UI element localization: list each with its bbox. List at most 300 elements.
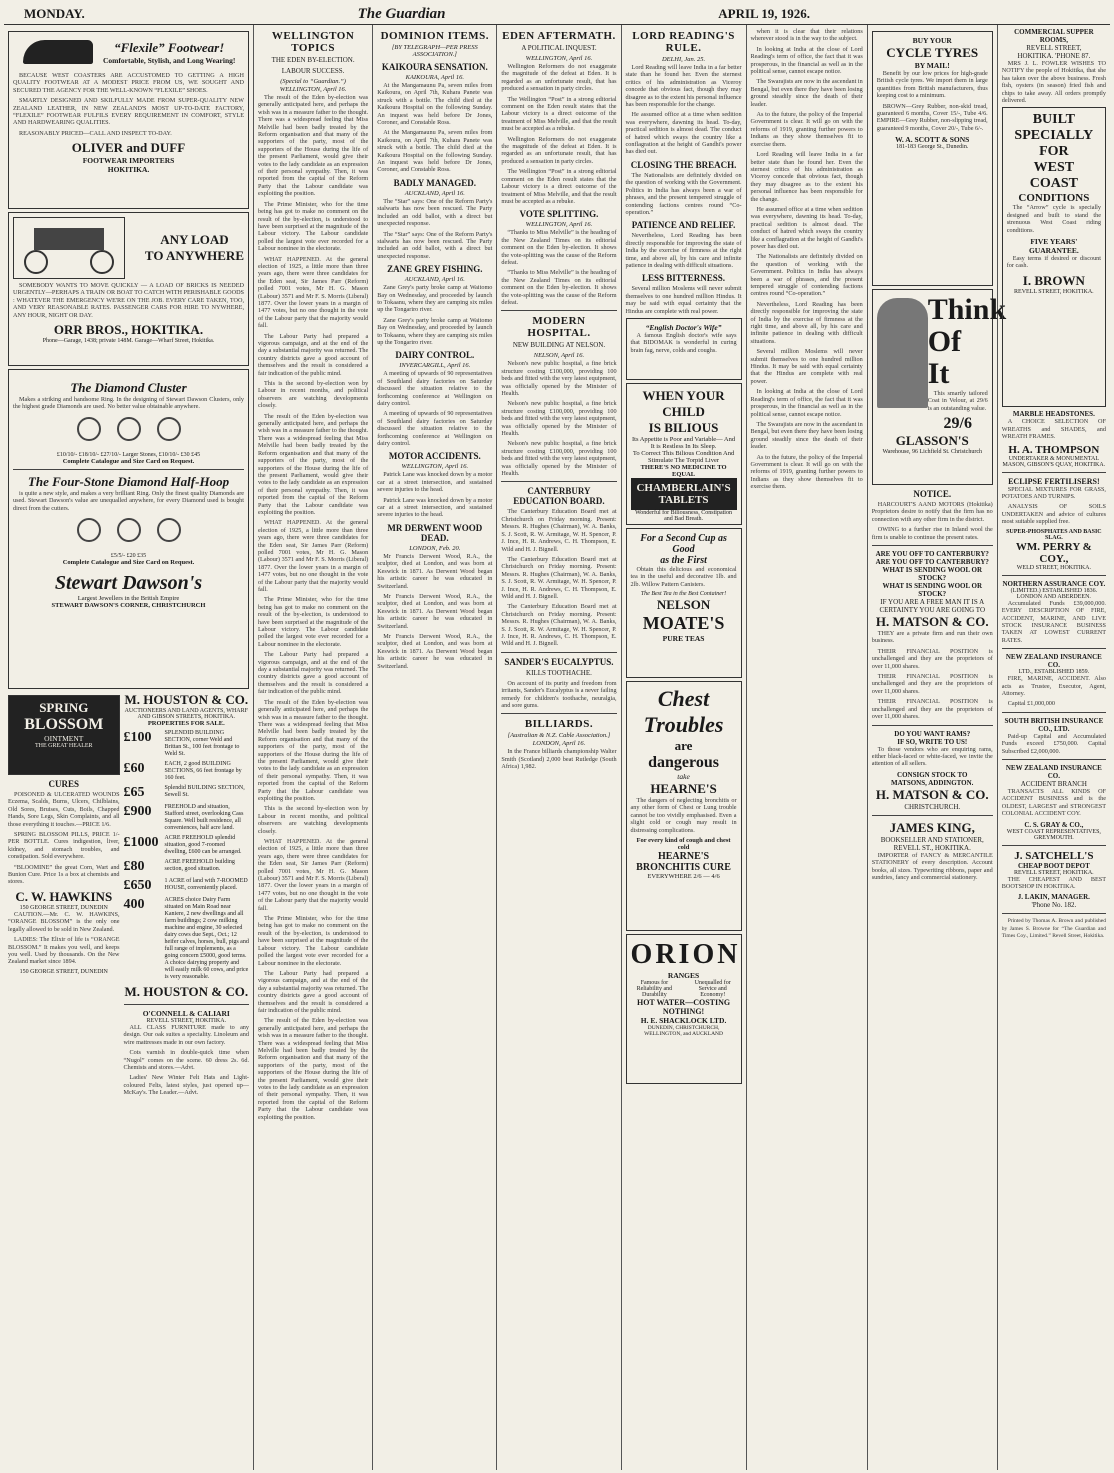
wellington-body3: WHAT HAPPENED. At the general election of 1925, a little more than three years ago, there were three candidates for the Eden seat, Sir James Parr (Reform) polled 7001 votes, Mr H. G. Mason (Labour) 3571 and Mr F. S. Morris (Liberal) 1877. Over the lower years in a margin of 1477 votes, but no one thought in the vote of the Labour party that the majority would fall.	[258, 519, 369, 593]
flexile-sub: Comfortable, Stylish, and Long Wearing!	[103, 55, 236, 65]
eden-body2: “Thanks to Miss Melville” is the heading of the New Zealand Times on its editorial comment on the Eden by-election. It shows the vote-splitting was the cause of the Reform defeat.	[501, 229, 617, 266]
ad-chamberlain	[626, 383, 742, 525]
ad-stewart-dawson	[8, 369, 249, 689]
wellington-body5: This is the second by-election won by Labour in recent months, and political observers are watching developments closely.	[258, 805, 369, 835]
cycle-body: Benefit by our low prices for high-grade British cycle tyres. We import them in large quantities from British manufacturers, thus keeping cost to a minimum.	[876, 70, 988, 100]
spring-pills: SPRING BLOSSOM PILLS, PRICE 1/- PER BOTTLE. Cures indigestion, liver, kidney, and stomach troubles, and constipation. Sold everywhere.	[8, 831, 120, 861]
eden-body1: Wellington Reformers do not exaggerate the magnitude of the defeat at Eden. It is regarded as an unfortunate result, that has produced a sensation in party circles.	[501, 63, 617, 93]
ladies-winter: Ladies' New Winter Felt Hats and Light-coloured Felts, latest styles, just opened up—McKay's. The Leader.—Advt.	[123, 1074, 249, 1097]
reading-sub1: CLOSING THE BREACH.	[630, 159, 737, 170]
wellington-body3: WHAT HAPPENED. At the general election of 1925, a little more than three years ago, there were three candidates for the Eden seat, Sir James Parr (Reform) polled 7001 votes, Mr H. G. Mason (Labour) 3571 and Mr F. S. Morris (Liberal) 1877. Over the lower years in a margin of 1477 votes, but no one thought in the vote of the Labour party that the majority would fall.	[258, 255, 369, 330]
oconnell-body: ALL CLASS FURNITURE made to any design. Our oak suites a speciality. Linoleum and wire mattresses made in our own factory.	[123, 1024, 249, 1046]
pure-teas: PURE TEAS	[662, 634, 705, 644]
they-body3: THEIR FINANCIAL POSITION is unchallenged and they are the proprietors of over 11,000 shares.	[871, 698, 993, 721]
education-title: CANTERBURY EDUCATION BOARD.	[513, 486, 605, 507]
col6-body-top: when it is clear that their relations wherever stood is in the way to the subject.	[750, 28, 863, 43]
sanders-title: SANDER'S EUCALYPTUS.	[504, 656, 614, 667]
doctor-body: A famous English doctor's wife says that BIDOMAK is wonderful in curing brain fag, nerve, colds and coughs.	[630, 331, 737, 354]
caution: CAUTION.—Mr. C. W. HAWKINS, “ORANGE BLOSSOM” is the only one legally allowed to be sold in New Zealand.	[8, 910, 120, 933]
col6-body7: The Nationalists are definitely divided on the question of working with the Government. Politics in India has always been a war of phrases, and the present tempered struggle of contending factions centres round “Co-operation.”	[750, 253, 863, 298]
shacklock-addr: DUNEDIN, CHRISTCHURCH, WELLINGTON, and AUCKLAND	[644, 1024, 723, 1037]
bilious-2: IS BILIOUS	[648, 419, 719, 435]
northern-body: Accumulated Funds £39,000,000. EVERY DESCRIPTION OF FIRE, ACCIDENT, MARINE, AND LIVE STOCK INSURANCE BUSINESS TAKEN AT LOWEST CURRENT RATES.	[1001, 599, 1106, 644]
accident: ACCIDENT BRANCH	[1020, 779, 1087, 788]
dominion-body3b: Zane Grey's party broke camp at Waitomo Bay on Wednesday, and proceeded by launch to Tokaanu, where they are camping six miles up the Tongariro river.	[377, 316, 493, 346]
blossom: BLOSSOM	[24, 716, 104, 733]
orion-left: Famous for Reliability and Durability	[636, 979, 673, 998]
sb-body: Paid-up Capital and Accumulated Funds exceed £750,000. Capital Subscribed £2,000,000.	[1001, 732, 1106, 755]
canterbury-2: ARE YOU OFF TO CANTERBURY?	[875, 558, 989, 567]
eclipse: ECLIPSE FERTILISERS!	[1008, 476, 1100, 486]
four-prices: £5/5/- £20 £35	[110, 553, 147, 560]
column-advertisements-left	[4, 25, 254, 1470]
notice-body: HARCOURT'S AAND MOTORS (Hokitika) Proprietors desire to notify that the firm has no connection with any other firm in the district.	[871, 501, 993, 523]
dominion-body5: Patrick Lane was knocked down by a motor car at a street intersection, and sustained severe injuries to the head.	[377, 471, 493, 494]
to-anywhere: TO ANYWHERE	[144, 248, 244, 263]
col6-body3: The Swarajists are now in the ascendant in Bengal, but even there they have been losing ground steadily since the death of their leader.	[750, 78, 863, 108]
analysis: ANALYSIS OF SOILS UNDERTAKEN and advice of cultures most suitable supplied free.	[1001, 503, 1106, 526]
chest-1: Chest	[657, 685, 710, 711]
wellington-sub2: LABOUR SUCCESS.	[281, 67, 345, 75]
ring-icon	[117, 417, 141, 441]
col6-body11: The Swarajists are now in the ascendant in Bengal, but even there they have been losing ground steadily since the death of their leader.	[750, 420, 863, 451]
ad-hearnes	[626, 681, 742, 931]
south-british: SOUTH BRITISH INSURANCE CO., LTD.	[1004, 716, 1104, 733]
dominion-body4b: A meeting of upwards of 90 representatives of Southland dairy factories on Saturday discussed the situation relative to the forthcoming conference at Wellington on dairy control.	[377, 410, 493, 448]
canterbury-1: ARE YOU OFF TO CANTERBURY?	[875, 550, 989, 559]
column-reading-continued	[747, 25, 868, 1470]
brown-addr: REVELL STREET, HOKITIKA.	[1014, 288, 1094, 295]
matson-2-town: CHRISTCHURCH.	[904, 802, 961, 811]
bilious-3: Its Appetite is Poor and Variable— And It is Restless In Its Sleep.	[631, 435, 736, 450]
scott-addr: 181-183 George St., Dunedin.	[896, 144, 969, 151]
wellington-topics-title: WELLINGTON TOPICS	[271, 30, 355, 54]
column-eden-aftermath	[497, 25, 621, 1470]
billiards-body: In the France billiards championship Walter Smith (Scotland) 2,000 beat Rutledge (South Africa) 1,982.	[501, 748, 617, 771]
glassons: GLASSON'S	[895, 433, 969, 449]
reading-body3: The Nationalists are definitely divided on the question of working with the Government. Politics in India has always been a war of phrases, and the present tempered struggle of contending factions centres round “Co-operation.”	[625, 171, 742, 216]
orion-right: Unequalled for Service and Economy!	[694, 979, 731, 998]
lakin: J. LAKIN, MANAGER.	[1017, 893, 1090, 902]
oliver-sub: FOOTWEAR IMPORTERS	[82, 156, 175, 166]
shacklock: H. E. SHACKLOCK LTD.	[640, 1015, 727, 1025]
gray-sub: WEST COAST REPRESENTATIVES, GREYMOUTH.	[1006, 828, 1101, 841]
matson: H. MATSON & CO.	[875, 614, 989, 630]
billiards-title: BILLIARDS.	[524, 718, 594, 731]
arrow-body: The “Arrow” cycle is specially designed and built to stand the strenuous West Coast riding conditions.	[1006, 204, 1101, 234]
dominion-body1: At the Mangamaunu Pa, seven miles from Kaikoura, on April 7th, Kuhara Panete was struck with a bottle. The child died at the Kaikoura Hospital on the following Sunday. An inquest was held before Dr Jones, Coroner, and Constable Ross.	[377, 82, 493, 127]
scott: W. A. SCOTT & SONS	[895, 135, 970, 145]
eden-sub1: A POLITICAL INQUEST.	[521, 44, 597, 52]
ad-orion-ranges	[626, 934, 742, 1084]
wool-1: WHAT IS SENDING WOOL OR STOCK?	[882, 566, 983, 583]
printed-by: Printed by Thomas A. Brown and published by James S. Browne for “The Guardian and Times Coy., Limited.” Revell Street, Hokitika.	[1001, 918, 1106, 940]
hospital-dateline: NELSON, April 16.	[533, 352, 585, 360]
second-cup-2: as the First	[660, 554, 707, 566]
wellington-body2: The Prime Minister, who for the time being has got to make no comment on the result of the by-election, is understood to have been surprised at the magnitude of the Labour victory. The Labour candidate polled the largest vote ever recorded for a Labour nominee in the electorate.	[258, 596, 369, 648]
ointment: OINTMENT	[44, 734, 84, 743]
accident-body: TRANSACTS ALL KINDS OF ACCIDENT BUSINESS and is the OLDEST, LARGEST and STRONGEST COLONIAL ACCIDENT COY.	[1001, 787, 1106, 818]
ad-orr-bros	[8, 212, 249, 366]
diamond-cluster-title: The Diamond Cluster	[70, 380, 187, 395]
car-icon	[13, 217, 125, 279]
col6-body10: In looking at India at the close of Lord Reading's term of office, the fact that it was prosperous, in the financial as well as in the political sense, cannot escape notice.	[750, 388, 863, 418]
chest-2: Troubles	[643, 711, 724, 737]
northern-city: LONDON AND ABERDEEN.	[1016, 593, 1091, 600]
col6-body9: Several million Moslems will never submit themselves to one hundred million Hindus. It may be said with equal certainty that the Hindus are complete with real power.	[750, 348, 863, 385]
cures-heading: CURES	[48, 779, 80, 789]
ad-spring-blossom	[8, 692, 120, 1100]
dominion-sub1: KAIKOURA SENSATION.	[381, 62, 488, 72]
phone: 'Phone No. 182.	[1031, 901, 1077, 910]
chamberlain-sub: Wonderful for Biliousness, Constipation and Bad Breath.	[635, 509, 732, 522]
nz-insurance: NEW ZEALAND INSURANCE CO.	[1005, 653, 1102, 670]
reading-body1: Lord Reading will leave India in a far better state than he found her. Even the sternest critics of his administration as Viceroy concede that obvious fact, though they may disagree as to the extent his personal influence has been responsible for the change.	[625, 64, 742, 109]
dominion-items-title: DOMINION ITEMS.	[380, 30, 489, 42]
tyres-list: BROWN—Grey Rubber, non-skid tread, guaranteed 6 months, Cover 15/-, Tube 4/6. EMPIRE—Grey Rubber, non-slipping tread, guaranteed 9 months, Cover 20/-, Tube 6/-.	[876, 102, 988, 132]
education-body2: The Canterbury Education Board met at Christchurch on Friday morning. Present: Messrs. R. Hughes (Chairman), W. A. Banks, S. J. Scott, R. W. Armitage, W. H. Spencer, P. J. Ince, H. R. Andrews, C. H. Thompson, E. Wild and H. J. Bignell.	[501, 555, 617, 600]
wellington-body2: The Prime Minister, who for the time being has got to make no comment on the result of the by-election, is understood to have been surprised at the magnitude of the Labour victory. The Labour candidate polled the largest vote ever recorded for a Labour nominee in the electorate.	[258, 915, 369, 967]
dominion-sub6: MR DERWENT WOOD DEAD.	[387, 522, 483, 543]
column-lord-reading	[622, 25, 747, 1470]
commercial-supper: COMMERCIAL SUPPER ROOMS,	[1014, 28, 1094, 44]
ad-houston	[124, 692, 249, 1100]
diamond-prices: £10/10/- £18/10/- £27/10/- Larger Stones, £10/10/- £30 £45	[56, 451, 201, 458]
rams-1: DO YOU WANT RAMS?	[894, 729, 971, 738]
dominion-dateline1: KAIKOURA, April 16.	[405, 74, 464, 81]
stewart-dawson: Stewart Dawson's	[54, 572, 203, 595]
wellington-body4: The Labour Party had prepared a vigorous campaign, and at the end of the day a substantial majority was returned. The country districts gave a good account of themselves and the result is considered a fair indication of the public mind.	[258, 969, 369, 1014]
property-lot: £65 Splendid BUILDING SECTION, Sewell St.	[123, 785, 245, 800]
king-body: IMPORTER of FANCY & MERCANTILE STATIONERY of every description. Account books, all sizes. Typewriting ribbons, paper and sundries, fancy and commercial stationery.	[871, 851, 993, 881]
eden-body2b: “Thanks to Miss Melville” is the heading of the New Zealand Times on its editorial comment on the Eden by-election. It shows the vote-splitting was the cause of the Reform defeat.	[501, 269, 617, 306]
reading-sub2: PATIENCE AND RELIEF.	[631, 220, 736, 231]
wellington-body4: The Labour Party had prepared a vigorous campaign, and at the end of the day a substantial majority was returned. The country districts gave a good account of themselves and the result is considered a fair indication of the public mind.	[258, 651, 369, 696]
houston-sub: AUCTIONEERS AND LAND AGENTS, WHARF AND GIBSON STREETS, HOKITIKA.	[124, 708, 248, 720]
spring: SPRING	[39, 700, 89, 715]
stewart-sub: Largest Jewellers in the British Empire	[77, 595, 180, 603]
masthead	[4, 4, 1110, 25]
satchell-body: THE CHEAPEST AND BEST BOOTSHOP IN HOKITIKA.	[1001, 875, 1106, 890]
property-lot: £900 FREEHOLD and situation, Stafford street, overlooking Cass Square. Well built residence, all conveniences, half acre land.	[123, 804, 244, 831]
built: BUILT	[1032, 112, 1075, 128]
dominion-body6c: Mr Francis Derwent Wood, R.A., the sculptor, died at London, and was born at Keswick in 1871. As Derwent Wood began his artistic career he was educated in Switzerland.	[377, 632, 493, 670]
dominion-press: [BY TELEGRAPH—PER PRESS ASSOCIATION.]	[391, 44, 478, 58]
they: THEY are a private firm and run their own business.	[871, 630, 993, 645]
marble-body: A CHOICE SELECTION OF WREATHS and SHADES, and WREATH FRAMES.	[1001, 418, 1106, 441]
dominion-dateline3: AUCKLAND, April 16.	[404, 276, 465, 284]
bronchitis-cure: HEARNE'S BRONCHITIS CURE	[636, 851, 731, 873]
orr-phone: Phone—Garage, 1438; private 148M. Garage—Wharf Street, Hokitika.	[42, 338, 215, 345]
think-price: 29/6	[943, 415, 972, 433]
tea-body: Obtain this delicious and economical tea in the useful and decorative 1lb. and 2lb. Willow Pattern Canisters.	[630, 565, 737, 588]
flexile-body: BECAUSE WEST COASTERS ARE ACCUSTOMED TO GETTING A HIGH QUALITY FOOTWEAR AT A MODEST PRICE FROM US, WE SOUGHT AND SECURED THE AGENCY FOR THE WELL-KNOWN “FLEXILE” SHOES.	[13, 72, 244, 94]
hearnes: HEARNE'S	[650, 780, 717, 796]
hospital-title: MODERN HOSPITAL.	[527, 315, 591, 340]
for: FOR	[1039, 144, 1069, 160]
eden-dateline2: WELLINGTON, April 16.	[525, 221, 593, 229]
dominion-body2: The “Star” says: One of the Reform Party's stalwarts has now been rescued. The Party included an odd ballot, with a direct but unexpected response.	[377, 197, 493, 228]
wellington-body: The result of the Eden by-election was generally anticipated here, and perhaps the wish was in a measure father to the thought. There was a widespread feeling that Miss Melville had been badly treated by the Reform organisation and that many of the supporters of the party, most of the supporters of the House during the life of the present Parliament, would give their votes to the lady candidate as an expression of their personal sympathy. Then, it was reported from the capital of the Reform Party that the Labour candidate was exploiting the position.	[258, 698, 369, 802]
chamberlain-logo: CHAMBERLAIN'S TABLETS	[631, 478, 737, 510]
dominion-body2b: The “Star” says: One of the Reform Party's stalwarts has now been rescued. The Party included an odd ballot, with a direct but unexpected response.	[377, 230, 493, 260]
reading-title: LORD READING'S RULE.	[632, 30, 735, 54]
dominion-body6: Mr Francis Derwent Wood, R.A., the sculptor, died at London, and was born at Keswick in 1871. As Derwent Wood began his artistic career he was educated in Switzerland.	[377, 552, 493, 590]
reading-body4: Nevertheless, Lord Reading has been directly responsible for improving the state of India by the exercise of firmness at the right time, and above all, by his care and infinite patience in dealing with difficult situations.	[625, 232, 742, 269]
nelson: NELSON	[656, 597, 711, 613]
wellington-special: (Special to “Guardian.”)	[280, 78, 346, 85]
flexile-title: “Flexile” Footwear!	[114, 39, 225, 55]
consign: CONSIGN STOCK TO	[897, 770, 968, 779]
ring-icon	[157, 518, 181, 542]
bilious-5: THERE'S NO MEDICINE TO EQUAL	[640, 463, 727, 478]
hospital-body: Nelson's new public hospital, a fine brick structure costing £100,000, providing 100 beds and fitted with the very latest equipment, was officially opened by the Minister of Health.	[501, 360, 617, 397]
diamond-catalogue: Complete Catalogue and Size Card on Request.	[62, 457, 195, 465]
ad-english-doctor	[626, 318, 742, 380]
eden-body1c: Wellington Reformers do not exaggerate the magnitude of the defeat at Eden. It is regarded as an unfortunate result, that has produced a sensation in party circles.	[501, 135, 617, 165]
reading-sub3: LESS BITTERNESS.	[642, 273, 726, 284]
dominion-dateline5: WELLINGTON, April 16.	[401, 463, 469, 471]
wellington-body: The result of the Eden by-election was generally anticipated here, and perhaps the wish was in a measure father to the thought. There was a widespread feeling that Miss Melville had been badly treated by the Reform organisation and that many of the supporters of the party, most of the supporters of the House during the life of the present Parliament, would give their votes to the lady candidate as an expression of their personal sympathy. Then, it was reported from the capital of the Reform Party that the Labour candidate was exploiting the position.	[258, 94, 369, 198]
owing: OWING to a further rise in Inland wool the firm is unable to continue the present rates.	[871, 526, 993, 541]
houston-footer: M. HOUSTON & CO.	[124, 984, 249, 999]
satchell: J. SATCHELL'S	[1014, 849, 1094, 862]
specially: SPECIALLY	[1014, 128, 1094, 144]
reading-body5: Several million Moslems will never submit themselves to one hundred million Hindus. It may be said with equal certainty that the Hindus are complete with real power.	[625, 285, 742, 315]
reading-body2: He assumed office at a time when sedition was everywhere, dawning its head. To-day, practical sedition is almost dead. The conduct of hatred which sways the country like a conflagration at the height of Gandhi's power has died out.	[625, 111, 742, 156]
column-ads-right	[868, 25, 1007, 1470]
northern-sub: (LIMITED.) ESTABLISHED 1836.	[1010, 587, 1098, 594]
gray: C. S. GRAY & CO.,	[1024, 820, 1084, 829]
ring-icon	[157, 417, 181, 441]
col6-body4: As to the future, the policy of the Imperial Government is clear. It will go on with the reforms of 1919, granting further powers to Indians as they show themselves fit to exercise them.	[750, 111, 863, 148]
perry-addr: WELD STREET, HOKITIKA.	[1016, 564, 1091, 571]
sanders-body: On account of its purity and freedom from irritants, Sander's Eucalyptus is a never failing remedy for children's toothache, neuralgia, and sore gums.	[501, 679, 617, 709]
wellington-body3: WHAT HAPPENED. At the general election of 1925, a little more than three years ago, there were three candidates for the Eden seat, Sir James Parr (Reform) polled 7001 votes, Mr H. G. Mason (Labour) 3571 and Mr F. S. Morris (Liberal) 1877. Over the lower years in a margin of 1477 votes, but no one thought in the vote of the Labour party that the majority would fall.	[258, 838, 369, 912]
any-load: ANY LOAD	[160, 232, 229, 247]
nz-ins2: NEW ZEALAND INSURANCE CO.	[1005, 763, 1102, 780]
four-catalogue: Complete Catalogue and Size Card on Request.	[62, 559, 195, 567]
chest-3: are	[674, 737, 693, 753]
property-lot: £100 SPLENDID BUILDING SECTION, corner Weld and Brittan St., 100 feet frontage to Weld St.	[123, 730, 240, 757]
col6-body5: Lord Reading will leave India in a far better state than he found her. Even the sternest critics of his administration as Viceroy concede that obvious fact, though they may disagree as to the extent his personal influence has been responsible for the change.	[750, 151, 863, 203]
oconnell-addr: REVELL STREET, HOKITIKA.	[146, 1018, 227, 1024]
james-king: JAMES KING,	[889, 819, 975, 835]
satchell-sub: CHEAP BOOT DEPOT	[1017, 861, 1090, 870]
wellington-body: The result of the Eden by-election was generally anticipated here, and perhaps the wish was in a measure father to the thought. There was a widespread feeling that Miss Melville had been badly treated by the Reform organisation and that many of the supporters of the party, most of the supporters of the House during the life of the present Parliament, would give their votes to the lady candidate as an expression of their personal sympathy. Then, it was reported from the capital of the Reform Party that the Labour candidate was exploiting the position.	[258, 1017, 369, 1121]
perry: WM. PERRY & COY.,	[1015, 540, 1092, 565]
bloomine: “BLOOMINE” the great Corn, Wart and Bunion Cure. Price 1s a box at chemists and stores.	[8, 863, 120, 886]
masthead-day: MONDAY.	[24, 6, 85, 21]
notice-title: NOTICE.	[913, 489, 952, 499]
think-of-it: Think Of It	[927, 293, 1007, 390]
eclipse-body: SPECIAL MIXTURES FOR GRASS, POTATOES AND TURNIPS.	[1001, 485, 1106, 501]
dominion-body4: A meeting of upwards of 90 representatives of Southland dairy factories on Saturday discussed the situation relative to the forthcoming conference at Wellington on dairy control.	[377, 370, 493, 407]
eden-body1d: The Wellington “Post” in a strong editorial comment on the Eden result states that the Labour victory is a direct outcome of the treatment of Miss Melville, and that the result must be accepted as a rebuke.	[501, 168, 617, 205]
matson-2: H. MATSON & CO.	[875, 786, 989, 802]
i-brown: I. BROWN	[1022, 272, 1085, 288]
wellington-body4: The Labour Party had prepared a vigorous campaign, and at the end of the day a substantial majority was returned. The country districts gave a good account of themselves and the result is considered a fair indication of the public mind.	[258, 332, 369, 377]
education-body: The Canterbury Education Board met at Christchurch on Friday morning. Present: Messrs. R. Hughes (Chairman), W. A. Banks, S. J. Scott, R. W. Armitage, W. H. Spencer, P. J. Ince, H. R. Andrews, C. H. Thompson, E. Wild and H. J. Bignell.	[501, 508, 617, 553]
they-body: THEIR FINANCIAL POSITION is unchallenged and they are the proprietors of over 11,000 shares.	[871, 647, 993, 670]
ad-glassons	[872, 289, 1007, 485]
dominion-sub2: BADLY MANAGED.	[393, 177, 476, 188]
matsons-addington: MATSONS, ADDINGTON.	[891, 778, 974, 787]
king-sub: BOOKSELLER AND STATIONER,	[880, 835, 984, 844]
ad-arrow-cycle	[1002, 107, 1106, 407]
masthead-date: APRIL 19, 1926.	[718, 6, 810, 21]
houston-title: M. HOUSTON & CO.	[124, 692, 249, 707]
capital: Capital £1,000,000	[1007, 700, 1055, 708]
eden-title: EDEN AFTERMATH.	[502, 30, 616, 42]
easy-terms: Easy terms if desired or discount for cash.	[1006, 255, 1101, 270]
property-lot: £650 1 ACRE of land with 7-ROOMED HOUSE, conveniently placed.	[123, 878, 248, 893]
king-addr: REVELL ST., HOKITIKA.	[893, 843, 971, 852]
wellington-dateline: WELLINGTON, April 16.	[279, 86, 347, 93]
flexile-body3: REASONABLY PRICED—CALL AND INSPECT TO-DAY.	[19, 129, 172, 137]
hawkins: C. W. HAWKINS	[15, 888, 113, 904]
shoe-icon	[23, 40, 93, 64]
west: WEST	[1033, 160, 1075, 176]
dominion-body6b: Mr Francis Derwent Wood, R.A., the sculptor, died at London, and was born at Keswick in 1871. As Derwent Wood began his artistic career he was educated in Switzerland.	[377, 592, 493, 630]
commercial-phone: HOKITIKA. 'PHONE 87.	[1017, 52, 1091, 60]
rams-body: To those vendors who are enquiring rams, either black-faced or white-faced, we invite the attention of all sellers.	[871, 745, 993, 768]
they-body2: THEIR FINANCIAL POSITION is unchallenged and they are the proprietors of over 11,000 shares.	[871, 673, 993, 695]
great-healer: THE GREAT HEALER	[34, 743, 93, 749]
ad-cycle-tyres	[872, 31, 993, 286]
hearnes-body: The dangers of neglecting bronchitis or any other form of Chest or Lung trouble cannot be too vividly emphasised. Even a slight cold or cough may result in distressing complications.	[630, 796, 737, 834]
property-lot: £1000 ACRE FREEHOLD splendid situation, good 7-roomed dwelling, £600 can be arranged.	[123, 835, 242, 855]
nz-body: FIRE, MARINE, ACCIDENT. Also acts as Trustee, Executor, Agent, Attorney.	[1001, 675, 1106, 697]
billiards-press: [Australian & N.Z. Cable Association.]	[507, 732, 611, 740]
masthead-paper: The Guardian	[357, 5, 446, 22]
col6-body2: In looking at India at the close of Lord Reading's term of office, the fact that it was prosperous, in the financial as well as in the political sense, cannot escape notice.	[750, 45, 863, 76]
cough-tag: For every kind of cough and chest cold	[636, 837, 731, 851]
property-lot: £80 ACRE FREEHOLD building section, good situation.	[123, 859, 235, 874]
hospital-body2: Nelson's new public hospital, a fine brick structure costing £100,000, providing 100 beds and fitted with the very latest equipment, was officially opened by the Minister of Health.	[501, 400, 617, 438]
diamond-cluster-body: Makes a striking and handsome Ring. In the designing of Stewart Dawson Clusters, only the highest grade Diamonds are used. No better value obtainable anywhere.	[13, 396, 244, 411]
wool-2: WHAT IS SENDING WOOL OR STOCK?	[882, 582, 983, 599]
dominion-body3: Zane Grey's party broke camp at Waitomo Bay on Wednesday, and proceeded by launch to Tokaanu, where they are camping six miles up the Tongariro river.	[377, 284, 493, 314]
satchell-addr: REVELL STREET, HOKITIKA.	[1014, 869, 1094, 876]
ring-icon	[77, 518, 101, 542]
col6-body12: As to the future, the policy of the Imperial Government is clear. It will go on with the reforms of 1919, granting further powers to Indians as they show themselves fit to exercise them.	[750, 453, 863, 491]
second-cup-1: For a Second Cup as Good	[640, 532, 727, 555]
orion: ORION	[630, 938, 741, 970]
supper-body: MRS J. L. FOWLER WISHES TO NOTIFY the people of Hokitika, that she has taken over the above business. Fresh fish, oysters (in season) fried fish and chips to take away. All orders promptly delivered.	[1001, 60, 1106, 105]
wellington-body5: This is the second by-election won by Labour in recent months, and political observers are watching developments closely.	[258, 380, 369, 410]
cures-body: POISONED & ULCERATED WOUNDS Eczema, Scalds, Burns, Ulcers, Chilblains, Old Sores, Bruises, Cuts, Boils, Chapped Hands, Sore Legs, Skin Complaints, and all those everything it touches.—PRICE 1/6.	[8, 791, 120, 828]
dominion-sub4: DAIRY CONTROL.	[395, 350, 475, 361]
cots: Cots varnish in double-quick time when “Nugol” comes on the scene. 60 dress 2s. 6d. Chemists and stores.—Advt.	[123, 1049, 249, 1072]
take: take	[677, 771, 690, 781]
dominion-sub5: MOTOR ACCIDENTS.	[388, 451, 481, 462]
eden-dateline1: WELLINGTON, April 16.	[525, 55, 593, 62]
education-body3: The Canterbury Education Board met at Christchurch on Friday morning. Present: Messrs. R. Hughes (Chairman), W. A. Banks, S. J. Scott, R. W. Armitage, W. H. Spencer, P. J. Ince, H. R. Andrews, C. H. Thompson, E. Wild and H. J. Bignell.	[501, 603, 617, 648]
ranges: RANGES	[667, 970, 700, 980]
dominion-sub3: ZANE GREY FISHING.	[387, 264, 483, 275]
hawkins-addr2: 150 GEORGE STREET, DUNEDIN	[19, 968, 108, 975]
ring-icon	[117, 518, 141, 542]
coast: COAST	[1029, 176, 1078, 192]
nz-est: LTD., ESTABLISHED 1859.	[1018, 669, 1090, 676]
property-lot: 400 ACRES choice Dairy Farm situated on Main Road near Kaniere, 2 new dwellings and all farm buildings; 2 cow milking machine and engine, 30 selected dairy cows due Sept., Oct.; 12 heifer calves, horses, bull, pigs and full range of implements, as a going concern £5000, good terms. A choice dairying property and will easily milk 60 cows, and price is very reasonable.	[123, 897, 249, 980]
think-body: This smartly tailored Coat in Velour, at 29/6 is an outstanding value.	[927, 390, 988, 412]
dominion-dateline2: AUCKLAND, April 16.	[404, 189, 465, 197]
col6-body8: Nevertheless, Lord Reading has been directly responsible for improving the state of India by the exercise of firmness at the right time, and above all, by his care and infinite patience in dealing with difficult situations.	[750, 300, 863, 345]
oliver-duff: OLIVER and DUFF	[71, 140, 186, 156]
hospital-body3: Nelson's new public hospital, a fine brick structure costing £100,000, providing 100 beds and fitted with the very latest equipment, was officially opened by the Minister of Health.	[501, 440, 617, 478]
col6-body6: He assumed office at a time when sedition was everywhere, dawning its head. To-day, practical sedition is almost dead. The conduct of hatred which sways the country like a conflagration at the height of Gandhi's power has died out.	[750, 205, 863, 250]
rams-2: IF SO, WRITE TO US!	[897, 737, 968, 746]
sanders-sub: KILLS TOOTHACHE.	[526, 668, 592, 677]
moates: MOATE'S	[642, 613, 725, 634]
spring-blossom-logo	[8, 695, 120, 775]
chest-4: dangerous	[648, 753, 719, 771]
ad-flexile-footwear	[8, 31, 249, 209]
commercial-revell: REVELL STREET,	[1026, 44, 1082, 52]
four-stone-title: The Four-Stone Diamond Half-Hoop	[27, 473, 230, 489]
column-wellington-topics	[254, 25, 373, 1470]
thompson-sub: UNDERTAKER & MONUMENTAL MASON, GIBSON'S QUAY, HOKITIKA.	[1002, 455, 1106, 468]
eden-sub2: VOTE SPLITTING.	[519, 209, 599, 220]
oconnell: O'CONNELL & CALIARI	[142, 1009, 230, 1018]
conditions: CONDITIONS	[1018, 192, 1090, 205]
bilious-1: WHEN YOUR CHILD	[642, 387, 725, 419]
houston-props: PROPERTIES FOR SALE.	[147, 720, 225, 727]
column-dominion-items	[373, 25, 497, 1470]
ad-moates-tea	[626, 528, 742, 678]
hospital-sub: NEW BUILDING AT NELSON.	[512, 341, 606, 350]
column-ads-far-right	[998, 25, 1110, 1470]
orr-bros: ORR BROS., HOKITIKA.	[53, 322, 204, 338]
by-mail: BY MAIL!	[914, 61, 950, 70]
cycle-tyres: CYCLE TYRES	[886, 45, 979, 60]
ring-icon	[77, 417, 101, 441]
dominion-dateline4: INVERCARGILL, April 16.	[399, 362, 471, 370]
if-you: IF YOU ARE A FREE MAN IT IS A CERTAINTY YOU ARE GOING TO	[879, 598, 986, 615]
dominion-dateline6: LONDON, Feb. 20.	[409, 544, 461, 552]
eden-body1b: The Wellington “Post” in a strong editorial comment on the Eden result states that the Labour victory is a direct outcome of the treatment of Miss Melville, and that the result must be accepted as a rebuke.	[501, 95, 617, 133]
super: SUPER-PHOSPHATES AND BASIC SLAG.	[1006, 528, 1102, 541]
hot-water: HOT WATER—COSTING NOTHING!	[636, 997, 731, 1016]
stewart-addr: STEWART DAWSON'S CORNER, CHRISTCHURCH	[51, 602, 206, 610]
everywhere: EVERYWHERE 2/6 — 4/6	[647, 873, 720, 880]
five-years: FIVE YEARS' GUARANTEE.	[1028, 237, 1079, 256]
dominion-body1b: At the Mangamaunu Pa, seven miles from Kaikoura, on April 7th, Kuhara Panete was struck with a bottle. The child died at the Kaikoura Hospital on the following Sunday. An inquest was held before Dr Jones, Coroner, and Constable Ross.	[377, 129, 493, 174]
property-lot: £60 EACH, 2 good BUILDING SECTIONS, 66 feet frontage by 160 feet.	[123, 761, 242, 781]
flexile-body2: SMARTLY DESIGNED AND SKILFULLY MADE FROM SUPER-QUALITY NEW ZEALAND LEATHER, IN NEW ZEALAND'S MOST UP-TO-DATE FACTORY, “FLEXILE” FOOTWEAR FULFILS EVERY REQUIREMENT IN COMFORT, STYLE AND HARDWEARING QUALITIES.	[13, 97, 244, 127]
oliver-town: HOKITIKA.	[107, 165, 150, 175]
ladies: LADIES: The Elixir of life is “ORANGE BLOSSOM.” It makes you well, and keeps you well. Used by thousands. On the New Zealand market since 1894.	[8, 936, 120, 966]
marble: MARBLE HEADSTONES.	[1012, 410, 1095, 419]
glassons-addr: Warehouse, 96 Lichfield St. Christchurch	[882, 449, 982, 456]
dominion-body5b: Patrick Lane was knocked down by a motor car at a street intersection, and sustained severe injuries to the head.	[377, 496, 493, 519]
coat-figure-icon	[877, 298, 928, 408]
orr-body: SOMEBODY WANTS TO MOVE QUICKLY — A LOAD OF BRICKS IS NEEDED URGENTLY—PERHAPS A TRAIN OR BOAT TO CATCH WITH PERISHABLE GOODS : WHATEVER THE EMERGENCY WE'RE ON THE JOB. EVERY CARE TAKEN, TOO, AND VERY REASONABLE RATES. PASSENGER CARS FOR HIRE TO NYWHERE, ANY HOUR, NIGHT OR DAY.	[13, 282, 244, 319]
wellington-sub1: THE EDEN BY-ELECTION.	[271, 56, 355, 64]
four-stone-body: is quite a new style, and makes a very brilliant Ring. Only the finest quality Diamonds are used. Stewart Dawson's value are unequalled anywhere, for every Diamond used is bought direct from the cutters.	[13, 489, 244, 512]
billiards-dateline: LONDON, April 16.	[532, 740, 586, 748]
wellington-body: The result of the Eden by-election was generally anticipated here, and perhaps the wish was in a measure father to the thought. There was a widespread feeling that Miss Melville had been badly treated by the Reform organisation and that many of the supporters of the party, most of the supporters of the House during the life of the present Parliament, would give their votes to the lady candidate as an expression of their personal sympathy. Then, it was reported from the capital of the Reform Party that the Labour candidate was exploiting the position.	[258, 412, 369, 516]
doctor-title: “English Doctor's Wife”	[645, 322, 722, 332]
wellington-body2: The Prime Minister, who for the time being has got to make no comment on the result of the by-election, is understood to have been surprised at the magnitude of the Labour victory. The Labour candidate polled the largest vote ever recorded for a Labour nominee in the electorate.	[258, 200, 369, 253]
northern: NORTHERN ASSURANCE COY.	[1002, 579, 1106, 588]
thompson: H. A. THOMPSON	[1008, 443, 1100, 456]
buy-your: BUY YOUR	[912, 36, 952, 45]
reading-dateline: DELHI, Jan. 25.	[661, 56, 706, 63]
bilious-4: To Correct This Bilious Condition And Stimulate The Torpid Liver	[632, 449, 735, 464]
